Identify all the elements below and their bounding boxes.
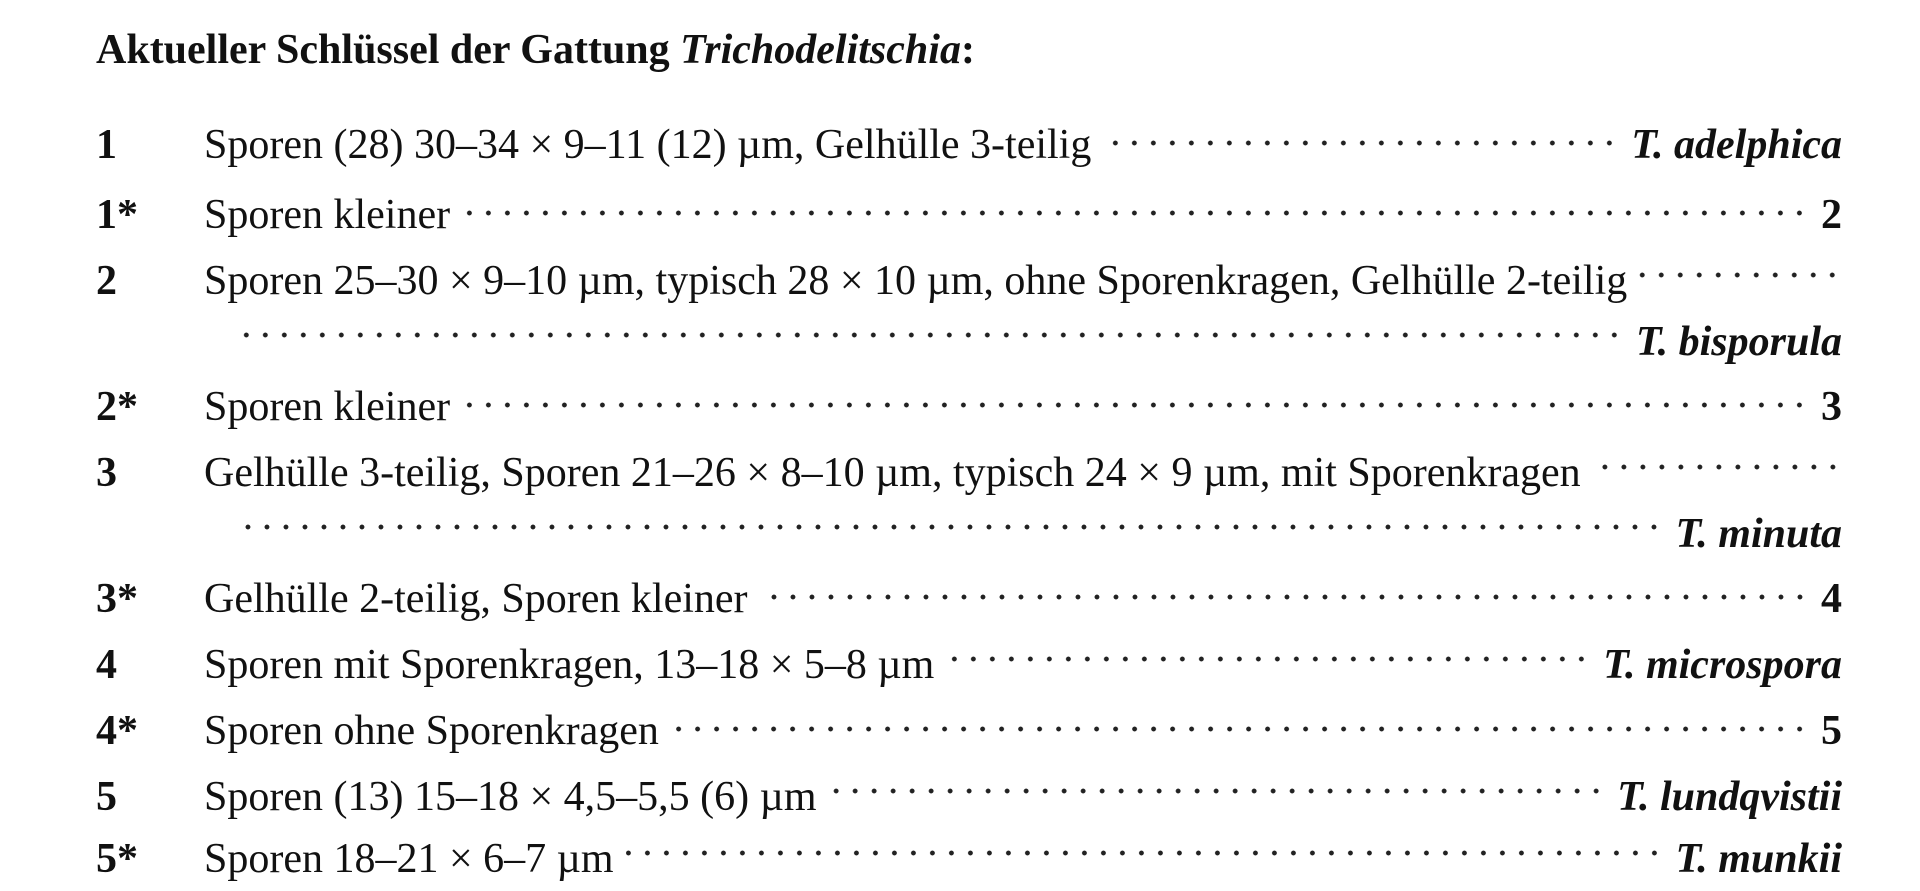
couplet-goto: 4 [1821, 576, 1842, 622]
key-row [96, 180, 1842, 250]
heading-prefix: Aktueller Schlüssel der Gattung [96, 27, 681, 73]
heading-genus: Trichodelitschia [680, 27, 961, 73]
dot-leader [1103, 124, 1619, 166]
dot-leader [626, 834, 1664, 876]
couplet-number: 4* [96, 708, 138, 754]
couplet-description: Sporen mit Sporenkragen, 13–18 × 5–8 µm [204, 642, 935, 688]
key-row-continuation [96, 504, 1842, 564]
couplet-number: 5 [96, 774, 117, 820]
couplet-taxon: T. bisporula [1635, 319, 1842, 365]
couplet-description: Sporen 18–21 × 6–7 µm [204, 836, 614, 882]
couplet-taxon: T. microspora [1603, 642, 1842, 688]
key-row [96, 250, 1842, 312]
couplet-number: 4 [96, 642, 117, 688]
couplet-number: 3* [96, 576, 138, 622]
couplet-description: Gelhülle 3-teilig, Sporen 21–26 × 8–10 µm, typisch 24 × 9 µm, mit Sporenkragen [204, 450, 1581, 496]
couplet-description: Sporen 25–30 × 9–10 µm, typisch 28 × 10 µm, ohne Sporenkragen, Gelhülle 2-teilig [204, 258, 1628, 304]
dot-leader [236, 316, 1624, 358]
couplet-number: 2* [96, 384, 138, 430]
key-list [96, 110, 1842, 890]
couplet-number: 1 [96, 122, 117, 168]
couplet-taxon: T. munkii [1675, 836, 1842, 882]
dot-leader [1639, 256, 1842, 298]
key-row [96, 766, 1842, 828]
key-row [96, 696, 1842, 766]
couplet-description: Sporen (13) 15–18 × 4,5–5,5 (6) µm [204, 774, 817, 820]
couplet-number: 5* [96, 836, 138, 882]
couplet-taxon: T. adelphica [1631, 122, 1842, 168]
couplet-description: Sporen kleiner [204, 384, 451, 430]
dot-leader [462, 194, 1809, 236]
couplet-description: Sporen ohne Sporenkragen [204, 708, 659, 754]
key-row [96, 110, 1842, 180]
key-row [96, 442, 1842, 504]
dot-leader [946, 640, 1591, 682]
couplet-number: 2 [96, 258, 117, 304]
heading-suffix: : [960, 27, 975, 73]
key-heading [96, 14, 1842, 86]
key-row [96, 372, 1842, 442]
couplet-taxon: T. lundqvistii [1617, 774, 1842, 820]
couplet-description: Sporen (28) 30–34 × 9–11 (12) µm, Gelhülle 3-teilig [204, 122, 1092, 168]
dot-leader [829, 772, 1606, 814]
key-row [96, 634, 1842, 696]
dot-leader [760, 578, 1809, 620]
couplet-goto: 2 [1821, 192, 1842, 238]
key-row [96, 564, 1842, 634]
key-row [96, 828, 1842, 890]
dot-leader [462, 386, 1809, 428]
couplet-goto: 5 [1821, 708, 1842, 754]
dot-leader [1593, 448, 1842, 490]
couplet-number: 1* [96, 192, 138, 238]
dot-leader [236, 508, 1663, 550]
dot-leader [671, 710, 1809, 752]
couplet-taxon: T. minuta [1675, 511, 1842, 557]
couplet-description: Sporen kleiner [204, 192, 451, 238]
couplet-number: 3 [96, 450, 117, 496]
key-row-continuation [96, 312, 1842, 372]
couplet-description: Gelhülle 2-teilig, Sporen kleiner [204, 576, 748, 622]
couplet-goto: 3 [1821, 384, 1842, 430]
